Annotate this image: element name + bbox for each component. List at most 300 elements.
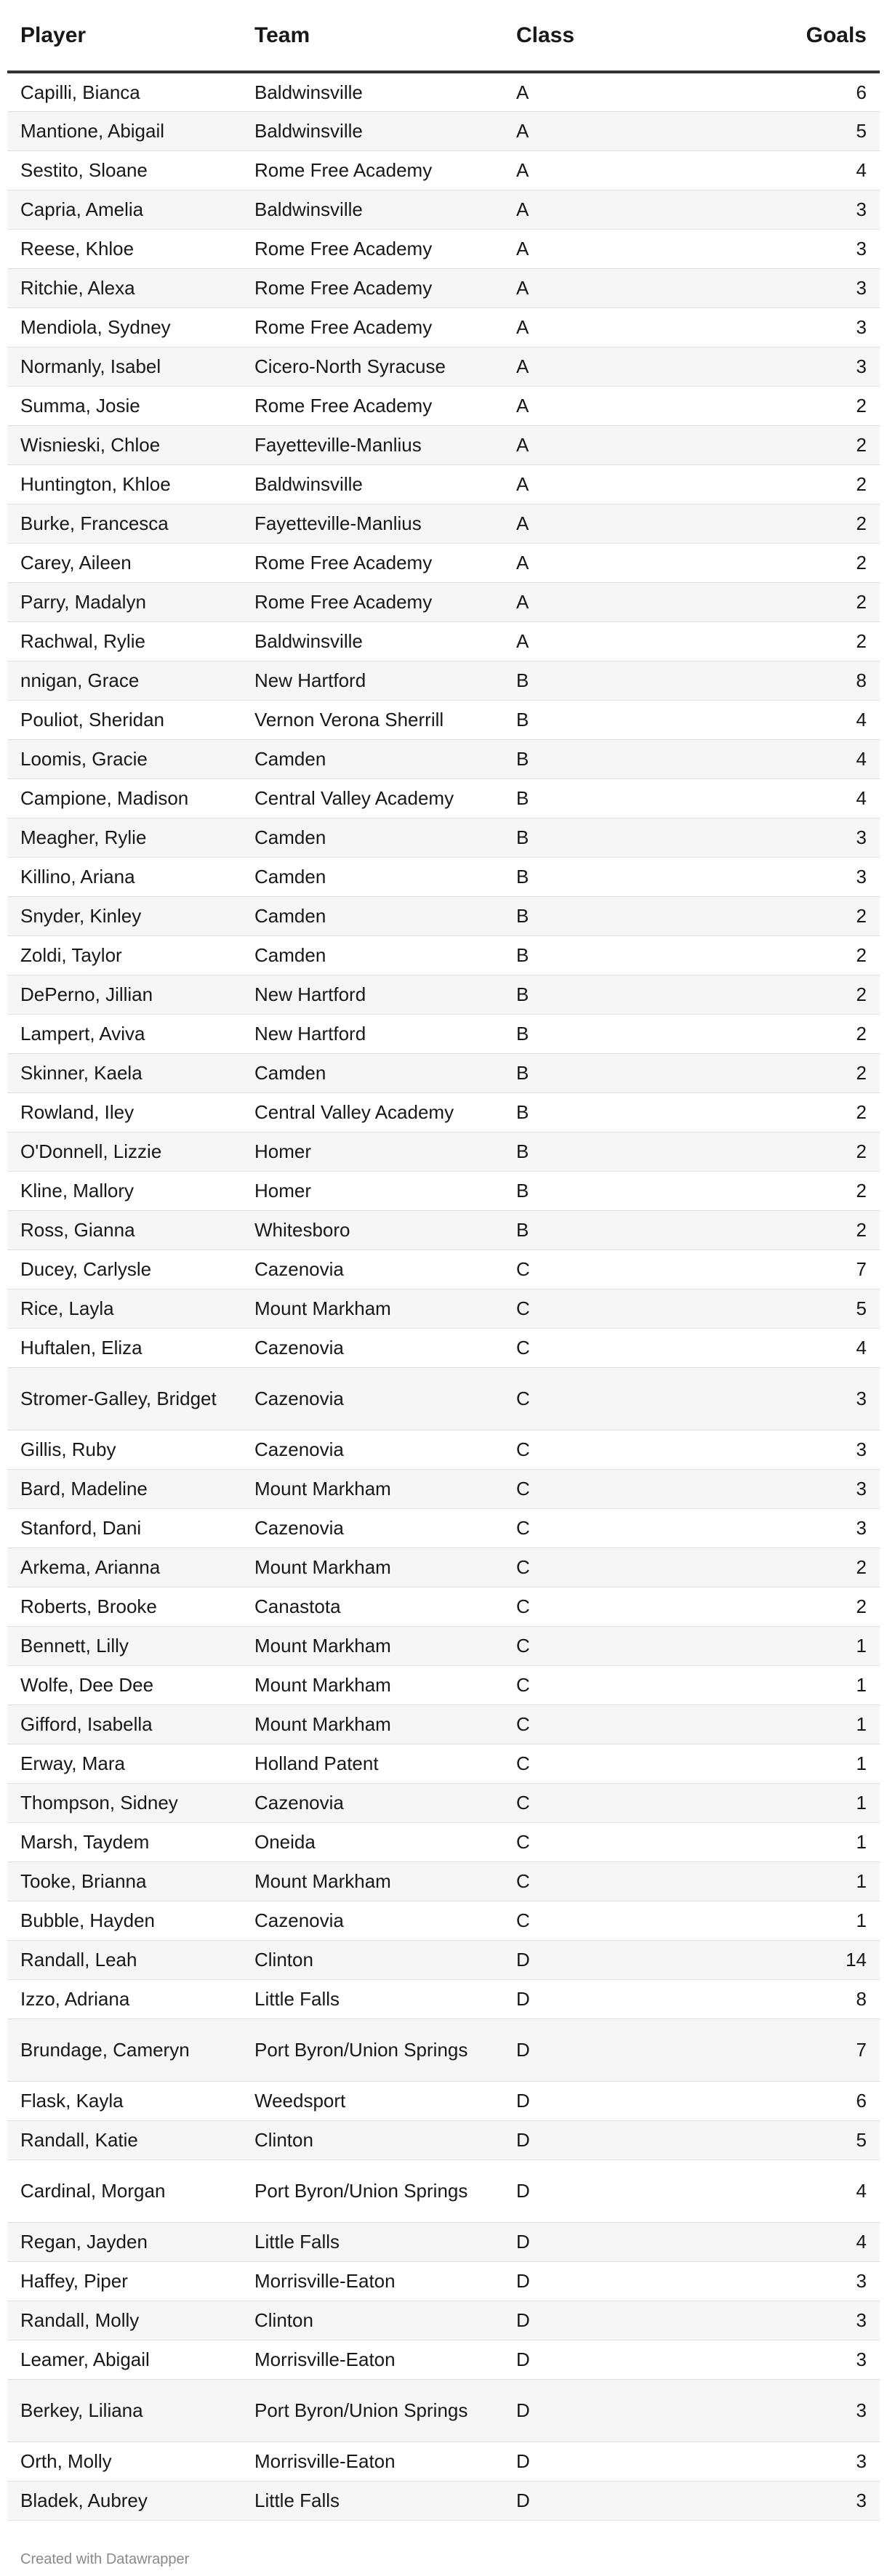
table-row: [7, 700, 880, 739]
cell-class: A: [503, 229, 721, 268]
cell-goals: 7: [721, 2018, 880, 2081]
cell-class: B: [503, 857, 721, 896]
table-row: [7, 2340, 880, 2379]
cell-class: C: [503, 1744, 721, 1783]
table-row: [7, 1171, 880, 1210]
cell-team: Central Valley Academy: [241, 778, 503, 818]
cell-class: B: [503, 1092, 721, 1132]
cell-player: Normanly, Isabel: [7, 347, 241, 386]
cell-class: C: [503, 1626, 721, 1665]
cell-team: Mount Markham: [241, 1469, 503, 1508]
cell-player: Thompson, Sidney: [7, 1783, 241, 1822]
table-row: [7, 386, 880, 425]
cell-player: Stromer-Galley, Bridget: [7, 1367, 241, 1430]
cell-class: B: [503, 975, 721, 1014]
cell-team: Holland Patent: [241, 1744, 503, 1783]
cell-goals: 3: [721, 347, 880, 386]
table-row: [7, 229, 880, 268]
cell-player: Lampert, Aviva: [7, 1014, 241, 1053]
cell-player: Randall, Katie: [7, 2120, 241, 2160]
table-row: [7, 72, 880, 111]
cell-goals: 2: [721, 1092, 880, 1132]
table-row: [7, 1587, 880, 1626]
cell-class: A: [503, 72, 721, 111]
table-row: [7, 896, 880, 935]
cell-goals: 3: [721, 1430, 880, 1469]
cell-class: D: [503, 2018, 721, 2081]
cell-goals: 2: [721, 1547, 880, 1587]
cell-team: Vernon Verona Sherrill: [241, 700, 503, 739]
cell-player: Rowland, Iley: [7, 1092, 241, 1132]
cell-player: Carey, Aileen: [7, 543, 241, 582]
cell-goals: 4: [721, 2222, 880, 2261]
table-row: [7, 347, 880, 386]
cell-goals: 5: [721, 1289, 880, 1328]
table-row: [7, 1430, 880, 1469]
cell-player: Ross, Gianna: [7, 1210, 241, 1249]
cell-goals: 1: [721, 1822, 880, 1861]
cell-team: Cazenovia: [241, 1783, 503, 1822]
cell-team: Mount Markham: [241, 1665, 503, 1704]
cell-team: Cazenovia: [241, 1249, 503, 1289]
cell-goals: 1: [721, 1626, 880, 1665]
cell-team: Mount Markham: [241, 1626, 503, 1665]
cell-player: Zoldi, Taylor: [7, 935, 241, 975]
cell-goals: 3: [721, 1508, 880, 1547]
table-row: [7, 1940, 880, 1979]
cell-class: C: [503, 1704, 721, 1744]
cell-class: D: [503, 2261, 721, 2301]
column-header-team[interactable]: Team: [241, 0, 503, 72]
cell-class: C: [503, 1289, 721, 1328]
cell-team: Cazenovia: [241, 1901, 503, 1940]
cell-class: D: [503, 1940, 721, 1979]
table-row: [7, 1014, 880, 1053]
cell-class: C: [503, 1249, 721, 1289]
table-row: [7, 1626, 880, 1665]
cell-player: nnigan, Grace: [7, 661, 241, 700]
cell-player: Bubble, Hayden: [7, 1901, 241, 1940]
cell-team: Whitesboro: [241, 1210, 503, 1249]
table-row: [7, 1367, 880, 1430]
table-row: [7, 621, 880, 661]
cell-player: Huftalen, Eliza: [7, 1328, 241, 1367]
cell-goals: 4: [721, 700, 880, 739]
cell-team: Cazenovia: [241, 1328, 503, 1367]
cell-goals: 2: [721, 621, 880, 661]
cell-team: Oneida: [241, 1822, 503, 1861]
cell-goals: 2: [721, 975, 880, 1014]
cell-class: D: [503, 2081, 721, 2120]
cell-class: B: [503, 1171, 721, 1210]
cell-goals: 8: [721, 661, 880, 700]
table-row: [7, 1469, 880, 1508]
cell-goals: 1: [721, 1665, 880, 1704]
cell-goals: 8: [721, 1979, 880, 2018]
table-row: [7, 150, 880, 190]
cell-class: A: [503, 386, 721, 425]
cell-player: Wisnieski, Chloe: [7, 425, 241, 464]
cell-class: A: [503, 464, 721, 504]
cell-goals: 3: [721, 2442, 880, 2481]
cell-player: Tooke, Brianna: [7, 1861, 241, 1901]
table-row: [7, 2379, 880, 2442]
table-row: [7, 190, 880, 229]
cell-player: Cardinal, Morgan: [7, 2160, 241, 2222]
cell-goals: 4: [721, 1328, 880, 1367]
table-row: [7, 1822, 880, 1861]
table-row: [7, 935, 880, 975]
table-row: [7, 464, 880, 504]
cell-class: A: [503, 307, 721, 347]
table-row: [7, 2481, 880, 2520]
cell-player: Sestito, Sloane: [7, 150, 241, 190]
cell-team: Morrisville-Eaton: [241, 2442, 503, 2481]
cell-player: Haffey, Piper: [7, 2261, 241, 2301]
cell-team: Baldwinsville: [241, 464, 503, 504]
cell-player: Berkey, Liliana: [7, 2379, 241, 2442]
column-header-goals[interactable]: Goals: [721, 0, 880, 72]
cell-player: Capilli, Bianca: [7, 72, 241, 111]
cell-team: Fayetteville-Manlius: [241, 504, 503, 543]
cell-player: Arkema, Arianna: [7, 1547, 241, 1587]
cell-team: Mount Markham: [241, 1861, 503, 1901]
cell-goals: 3: [721, 268, 880, 307]
table-row: [7, 2222, 880, 2261]
table-row: [7, 1132, 880, 1171]
cell-goals: 2: [721, 1014, 880, 1053]
cell-player: Randall, Molly: [7, 2301, 241, 2340]
cell-class: B: [503, 700, 721, 739]
cell-team: Weedsport: [241, 2081, 503, 2120]
table-row: [7, 1979, 880, 2018]
table-row: [7, 2018, 880, 2081]
cell-player: Summa, Josie: [7, 386, 241, 425]
table-row: [7, 778, 880, 818]
cell-player: Brundage, Cameryn: [7, 2018, 241, 2081]
table-row: [7, 2442, 880, 2481]
table-body: [7, 72, 880, 2520]
cell-goals: 4: [721, 778, 880, 818]
cell-player: Leamer, Abigail: [7, 2340, 241, 2379]
cell-class: B: [503, 896, 721, 935]
table-row: [7, 1053, 880, 1092]
cell-player: Regan, Jayden: [7, 2222, 241, 2261]
cell-class: B: [503, 1053, 721, 1092]
cell-team: Rome Free Academy: [241, 307, 503, 347]
cell-goals: 3: [721, 1367, 880, 1430]
cell-team: Rome Free Academy: [241, 386, 503, 425]
cell-team: Homer: [241, 1171, 503, 1210]
cell-goals: 1: [721, 1901, 880, 1940]
cell-player: Skinner, Kaela: [7, 1053, 241, 1092]
cell-class: A: [503, 111, 721, 150]
cell-goals: 1: [721, 1744, 880, 1783]
cell-goals: 2: [721, 1587, 880, 1626]
table-row: [7, 975, 880, 1014]
cell-class: C: [503, 1547, 721, 1587]
cell-goals: 3: [721, 1469, 880, 1508]
cell-class: B: [503, 935, 721, 975]
cell-class: A: [503, 190, 721, 229]
cell-team: Morrisville-Eaton: [241, 2340, 503, 2379]
cell-goals: 3: [721, 2379, 880, 2442]
cell-team: Rome Free Academy: [241, 543, 503, 582]
cell-team: Central Valley Academy: [241, 1092, 503, 1132]
cell-player: Ducey, Carlysle: [7, 1249, 241, 1289]
cell-team: Cazenovia: [241, 1367, 503, 1430]
cell-team: Cazenovia: [241, 1430, 503, 1469]
cell-team: Camden: [241, 935, 503, 975]
cell-team: Baldwinsville: [241, 111, 503, 150]
cell-goals: 2: [721, 582, 880, 621]
cell-class: D: [503, 2481, 721, 2520]
cell-player: Killino, Ariana: [7, 857, 241, 896]
cell-team: Rome Free Academy: [241, 268, 503, 307]
table-row: [7, 268, 880, 307]
cell-player: Bard, Madeline: [7, 1469, 241, 1508]
cell-class: C: [503, 1665, 721, 1704]
table-row: [7, 2120, 880, 2160]
cell-class: C: [503, 1430, 721, 1469]
column-header-player[interactable]: Player: [7, 0, 241, 72]
cell-team: Camden: [241, 818, 503, 857]
cell-team: Mount Markham: [241, 1289, 503, 1328]
table-row: [7, 1744, 880, 1783]
cell-goals: 3: [721, 2261, 880, 2301]
cell-player: Pouliot, Sheridan: [7, 700, 241, 739]
cell-player: O'Donnell, Lizzie: [7, 1132, 241, 1171]
cell-player: Loomis, Gracie: [7, 739, 241, 778]
cell-team: Rome Free Academy: [241, 582, 503, 621]
table-row: [7, 2160, 880, 2222]
cell-goals: 1: [721, 1783, 880, 1822]
table-row: [7, 1249, 880, 1289]
cell-goals: 3: [721, 190, 880, 229]
cell-team: Baldwinsville: [241, 621, 503, 661]
datawrapper-credit: Created with Datawrapper: [20, 2551, 190, 2567]
cell-player: Mantione, Abigail: [7, 111, 241, 150]
table-row: [7, 661, 880, 700]
table-row: [7, 1861, 880, 1901]
table-row: [7, 582, 880, 621]
table-row: [7, 111, 880, 150]
table-row: [7, 818, 880, 857]
table-row: [7, 2301, 880, 2340]
cell-goals: 2: [721, 1210, 880, 1249]
table-row: [7, 543, 880, 582]
cell-class: B: [503, 1210, 721, 1249]
cell-team: Morrisville-Eaton: [241, 2261, 503, 2301]
cell-goals: 2: [721, 1053, 880, 1092]
table-row: [7, 1704, 880, 1744]
cell-class: C: [503, 1587, 721, 1626]
cell-goals: 3: [721, 229, 880, 268]
column-header-class[interactable]: Class: [503, 0, 721, 72]
cell-team: Clinton: [241, 2301, 503, 2340]
cell-goals: 1: [721, 1704, 880, 1744]
cell-team: Camden: [241, 739, 503, 778]
cell-player: Wolfe, Dee Dee: [7, 1665, 241, 1704]
cell-class: D: [503, 1979, 721, 2018]
cell-team: Clinton: [241, 1940, 503, 1979]
cell-class: B: [503, 1132, 721, 1171]
cell-team: Little Falls: [241, 1979, 503, 2018]
cell-team: Homer: [241, 1132, 503, 1171]
table-row: [7, 425, 880, 464]
cell-player: Snyder, Kinley: [7, 896, 241, 935]
cell-team: Mount Markham: [241, 1704, 503, 1744]
table-row: [7, 1665, 880, 1704]
table-row: [7, 1783, 880, 1822]
cell-player: Burke, Francesca: [7, 504, 241, 543]
cell-goals: 3: [721, 2340, 880, 2379]
cell-class: C: [503, 1328, 721, 1367]
cell-class: C: [503, 1367, 721, 1430]
cell-goals: 5: [721, 111, 880, 150]
cell-team: New Hartford: [241, 661, 503, 700]
cell-class: B: [503, 778, 721, 818]
cell-class: D: [503, 2301, 721, 2340]
cell-goals: 3: [721, 2301, 880, 2340]
cell-team: Little Falls: [241, 2481, 503, 2520]
cell-class: A: [503, 268, 721, 307]
cell-team: Cicero-North Syracuse: [241, 347, 503, 386]
cell-player: Orth, Molly: [7, 2442, 241, 2481]
cell-goals: 1: [721, 1861, 880, 1901]
cell-team: Mount Markham: [241, 1547, 503, 1587]
cell-goals: 2: [721, 935, 880, 975]
cell-goals: 4: [721, 150, 880, 190]
cell-team: Fayetteville-Manlius: [241, 425, 503, 464]
cell-player: Reese, Khloe: [7, 229, 241, 268]
cell-team: Clinton: [241, 2120, 503, 2160]
table-row: [7, 1508, 880, 1547]
cell-player: Huntington, Khloe: [7, 464, 241, 504]
cell-class: A: [503, 347, 721, 386]
cell-goals: 2: [721, 543, 880, 582]
table-row: [7, 504, 880, 543]
cell-team: Baldwinsville: [241, 72, 503, 111]
header-row: [7, 0, 880, 72]
cell-class: D: [503, 2160, 721, 2222]
cell-goals: 2: [721, 425, 880, 464]
goals-table: [7, 0, 880, 2521]
cell-class: D: [503, 2442, 721, 2481]
cell-team: New Hartford: [241, 975, 503, 1014]
cell-player: Mendiola, Sydney: [7, 307, 241, 347]
cell-team: Port Byron/Union Springs: [241, 2160, 503, 2222]
cell-class: A: [503, 504, 721, 543]
cell-player: Rice, Layla: [7, 1289, 241, 1328]
cell-player: Roberts, Brooke: [7, 1587, 241, 1626]
cell-class: A: [503, 543, 721, 582]
cell-goals: 4: [721, 2160, 880, 2222]
cell-class: C: [503, 1783, 721, 1822]
cell-player: Randall, Leah: [7, 1940, 241, 1979]
cell-goals: 6: [721, 72, 880, 111]
cell-goals: 2: [721, 896, 880, 935]
cell-class: C: [503, 1508, 721, 1547]
table-row: [7, 739, 880, 778]
cell-player: DePerno, Jillian: [7, 975, 241, 1014]
cell-class: A: [503, 150, 721, 190]
cell-class: C: [503, 1901, 721, 1940]
cell-goals: 2: [721, 464, 880, 504]
cell-class: C: [503, 1822, 721, 1861]
table-row: [7, 2261, 880, 2301]
cell-player: Rachwal, Rylie: [7, 621, 241, 661]
cell-goals: 3: [721, 857, 880, 896]
cell-goals: 4: [721, 739, 880, 778]
table-row: [7, 1210, 880, 1249]
table-row: [7, 1328, 880, 1367]
cell-player: Izzo, Adriana: [7, 1979, 241, 2018]
cell-player: Flask, Kayla: [7, 2081, 241, 2120]
table-row: [7, 857, 880, 896]
table-row: [7, 1092, 880, 1132]
cell-team: Port Byron/Union Springs: [241, 2379, 503, 2442]
table-row: [7, 1289, 880, 1328]
cell-class: B: [503, 1014, 721, 1053]
cell-player: Stanford, Dani: [7, 1508, 241, 1547]
cell-goals: 7: [721, 1249, 880, 1289]
cell-goals: 2: [721, 504, 880, 543]
table-row: [7, 307, 880, 347]
table-row: [7, 1901, 880, 1940]
cell-team: Canastota: [241, 1587, 503, 1626]
cell-goals: 3: [721, 2481, 880, 2520]
cell-player: Meagher, Rylie: [7, 818, 241, 857]
cell-player: Marsh, Taydem: [7, 1822, 241, 1861]
cell-player: Gillis, Ruby: [7, 1430, 241, 1469]
cell-player: Parry, Madalyn: [7, 582, 241, 621]
cell-player: Campione, Madison: [7, 778, 241, 818]
cell-class: A: [503, 425, 721, 464]
table-row: [7, 1547, 880, 1587]
cell-goals: 2: [721, 386, 880, 425]
cell-class: C: [503, 1861, 721, 1901]
cell-goals: 2: [721, 1132, 880, 1171]
cell-class: D: [503, 2120, 721, 2160]
cell-player: Bennett, Lilly: [7, 1626, 241, 1665]
cell-player: Ritchie, Alexa: [7, 268, 241, 307]
cell-player: Kline, Mallory: [7, 1171, 241, 1210]
cell-player: Bladek, Aubrey: [7, 2481, 241, 2520]
cell-class: D: [503, 2379, 721, 2442]
cell-team: Camden: [241, 857, 503, 896]
cell-class: A: [503, 621, 721, 661]
cell-class: D: [503, 2222, 721, 2261]
cell-team: New Hartford: [241, 1014, 503, 1053]
table-row: [7, 2081, 880, 2120]
cell-goals: 5: [721, 2120, 880, 2160]
cell-team: Camden: [241, 896, 503, 935]
table-header: [7, 0, 880, 72]
cell-team: Rome Free Academy: [241, 229, 503, 268]
cell-team: Rome Free Academy: [241, 150, 503, 190]
cell-class: A: [503, 582, 721, 621]
cell-team: Little Falls: [241, 2222, 503, 2261]
cell-player: Gifford, Isabella: [7, 1704, 241, 1744]
cell-team: Camden: [241, 1053, 503, 1092]
cell-team: Baldwinsville: [241, 190, 503, 229]
cell-player: Erway, Mara: [7, 1744, 241, 1783]
cell-team: Cazenovia: [241, 1508, 503, 1547]
cell-class: B: [503, 739, 721, 778]
cell-team: Port Byron/Union Springs: [241, 2018, 503, 2081]
cell-goals: 14: [721, 1940, 880, 1979]
